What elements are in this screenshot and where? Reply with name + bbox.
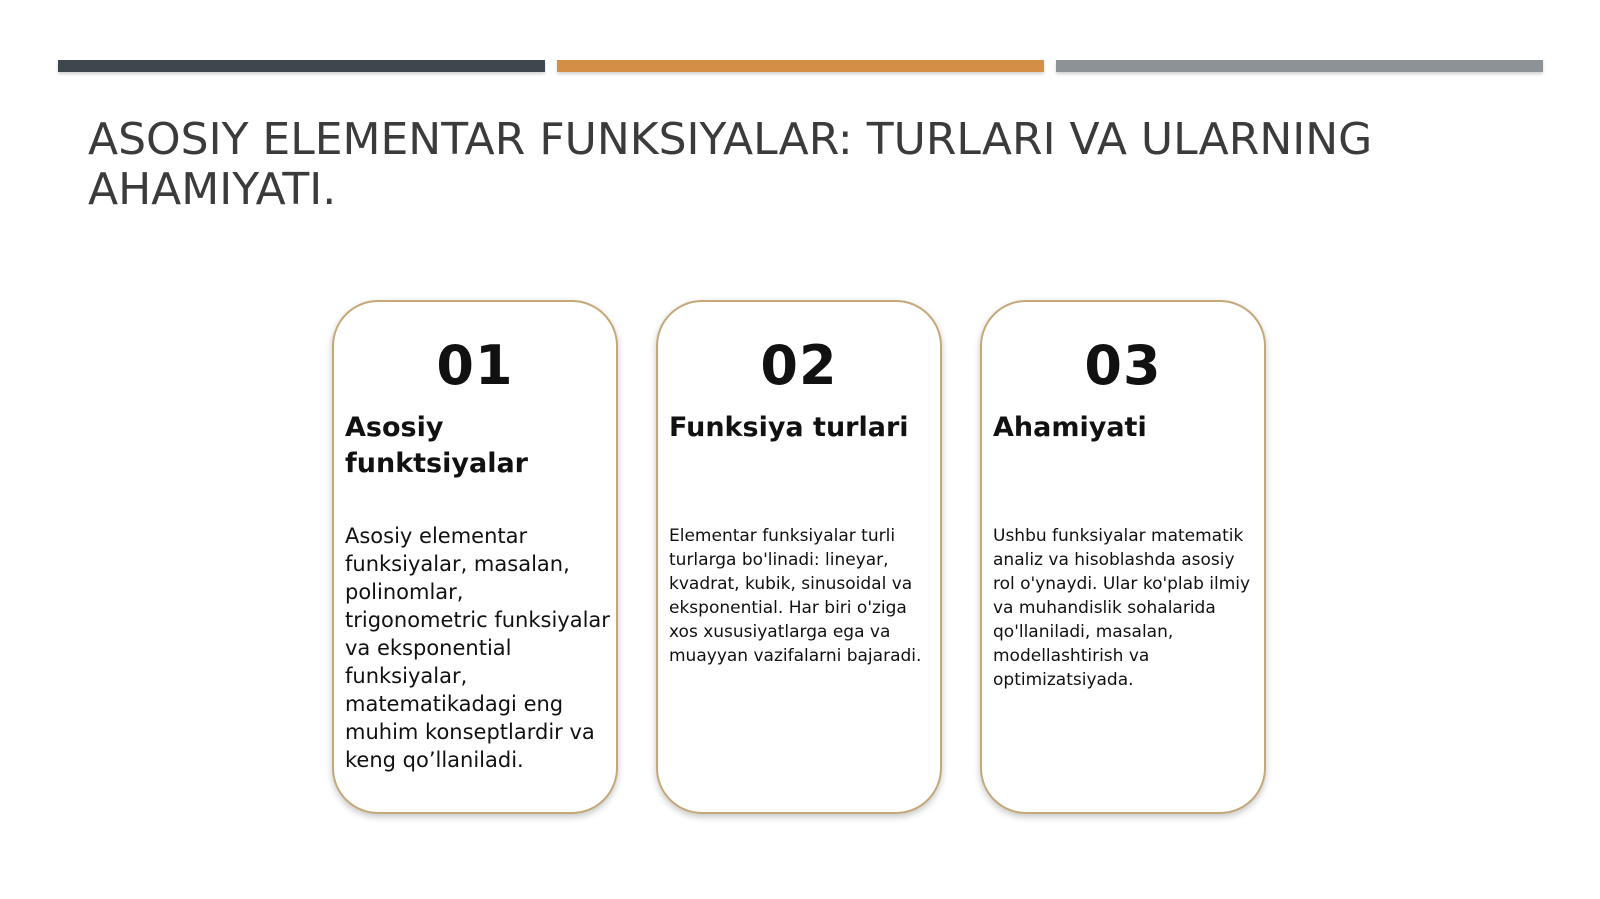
card-text: Elementar funksiyalar turli turlarga bo'linadi: lineyar, kvadrat, kubik, sinusoidal va eksponential. Har biri o'ziga xos xususiyatlarga ega va muayyan vazifalarni bajaradi.: [669, 526, 922, 666]
slide-title: ASOSIY ELEMENTAR FUNKSIYALAR: TURLARI VA ULARNING AHAMIYATI.: [88, 114, 1373, 215]
card-basic-functions: [332, 300, 618, 814]
card-number: 02: [760, 334, 838, 397]
card-text: Ushbu funksiyalar matematik analiz va hisoblashda asosiy rol o'ynaydi. Ular ko'plab ilmiy va muhandislik sohalarida qo'llaniladi, masalan, modellashtirish va optimizatsiyada.: [993, 526, 1251, 690]
card-number: 01: [436, 334, 514, 397]
card-heading: Asosiy funktsiyalar: [345, 412, 528, 479]
decorative-bar-gray: [1056, 60, 1543, 72]
card-function-types: [656, 300, 942, 814]
card-number: 03: [1084, 334, 1162, 397]
card-heading: Funksiya turlari: [669, 412, 909, 443]
decorative-bar-accent: [557, 60, 1044, 72]
card-importance: [980, 300, 1266, 814]
card-text: Asosiy elementar funksiyalar, masalan, polinomlar, trigonometric funksiyalar va eksponential funksiyalar, matematikadagi eng muhim konseptlardir va keng qo’llaniladi.: [345, 524, 610, 772]
decorative-bar-dark: [58, 60, 545, 72]
card-heading: Ahamiyati: [993, 412, 1147, 443]
